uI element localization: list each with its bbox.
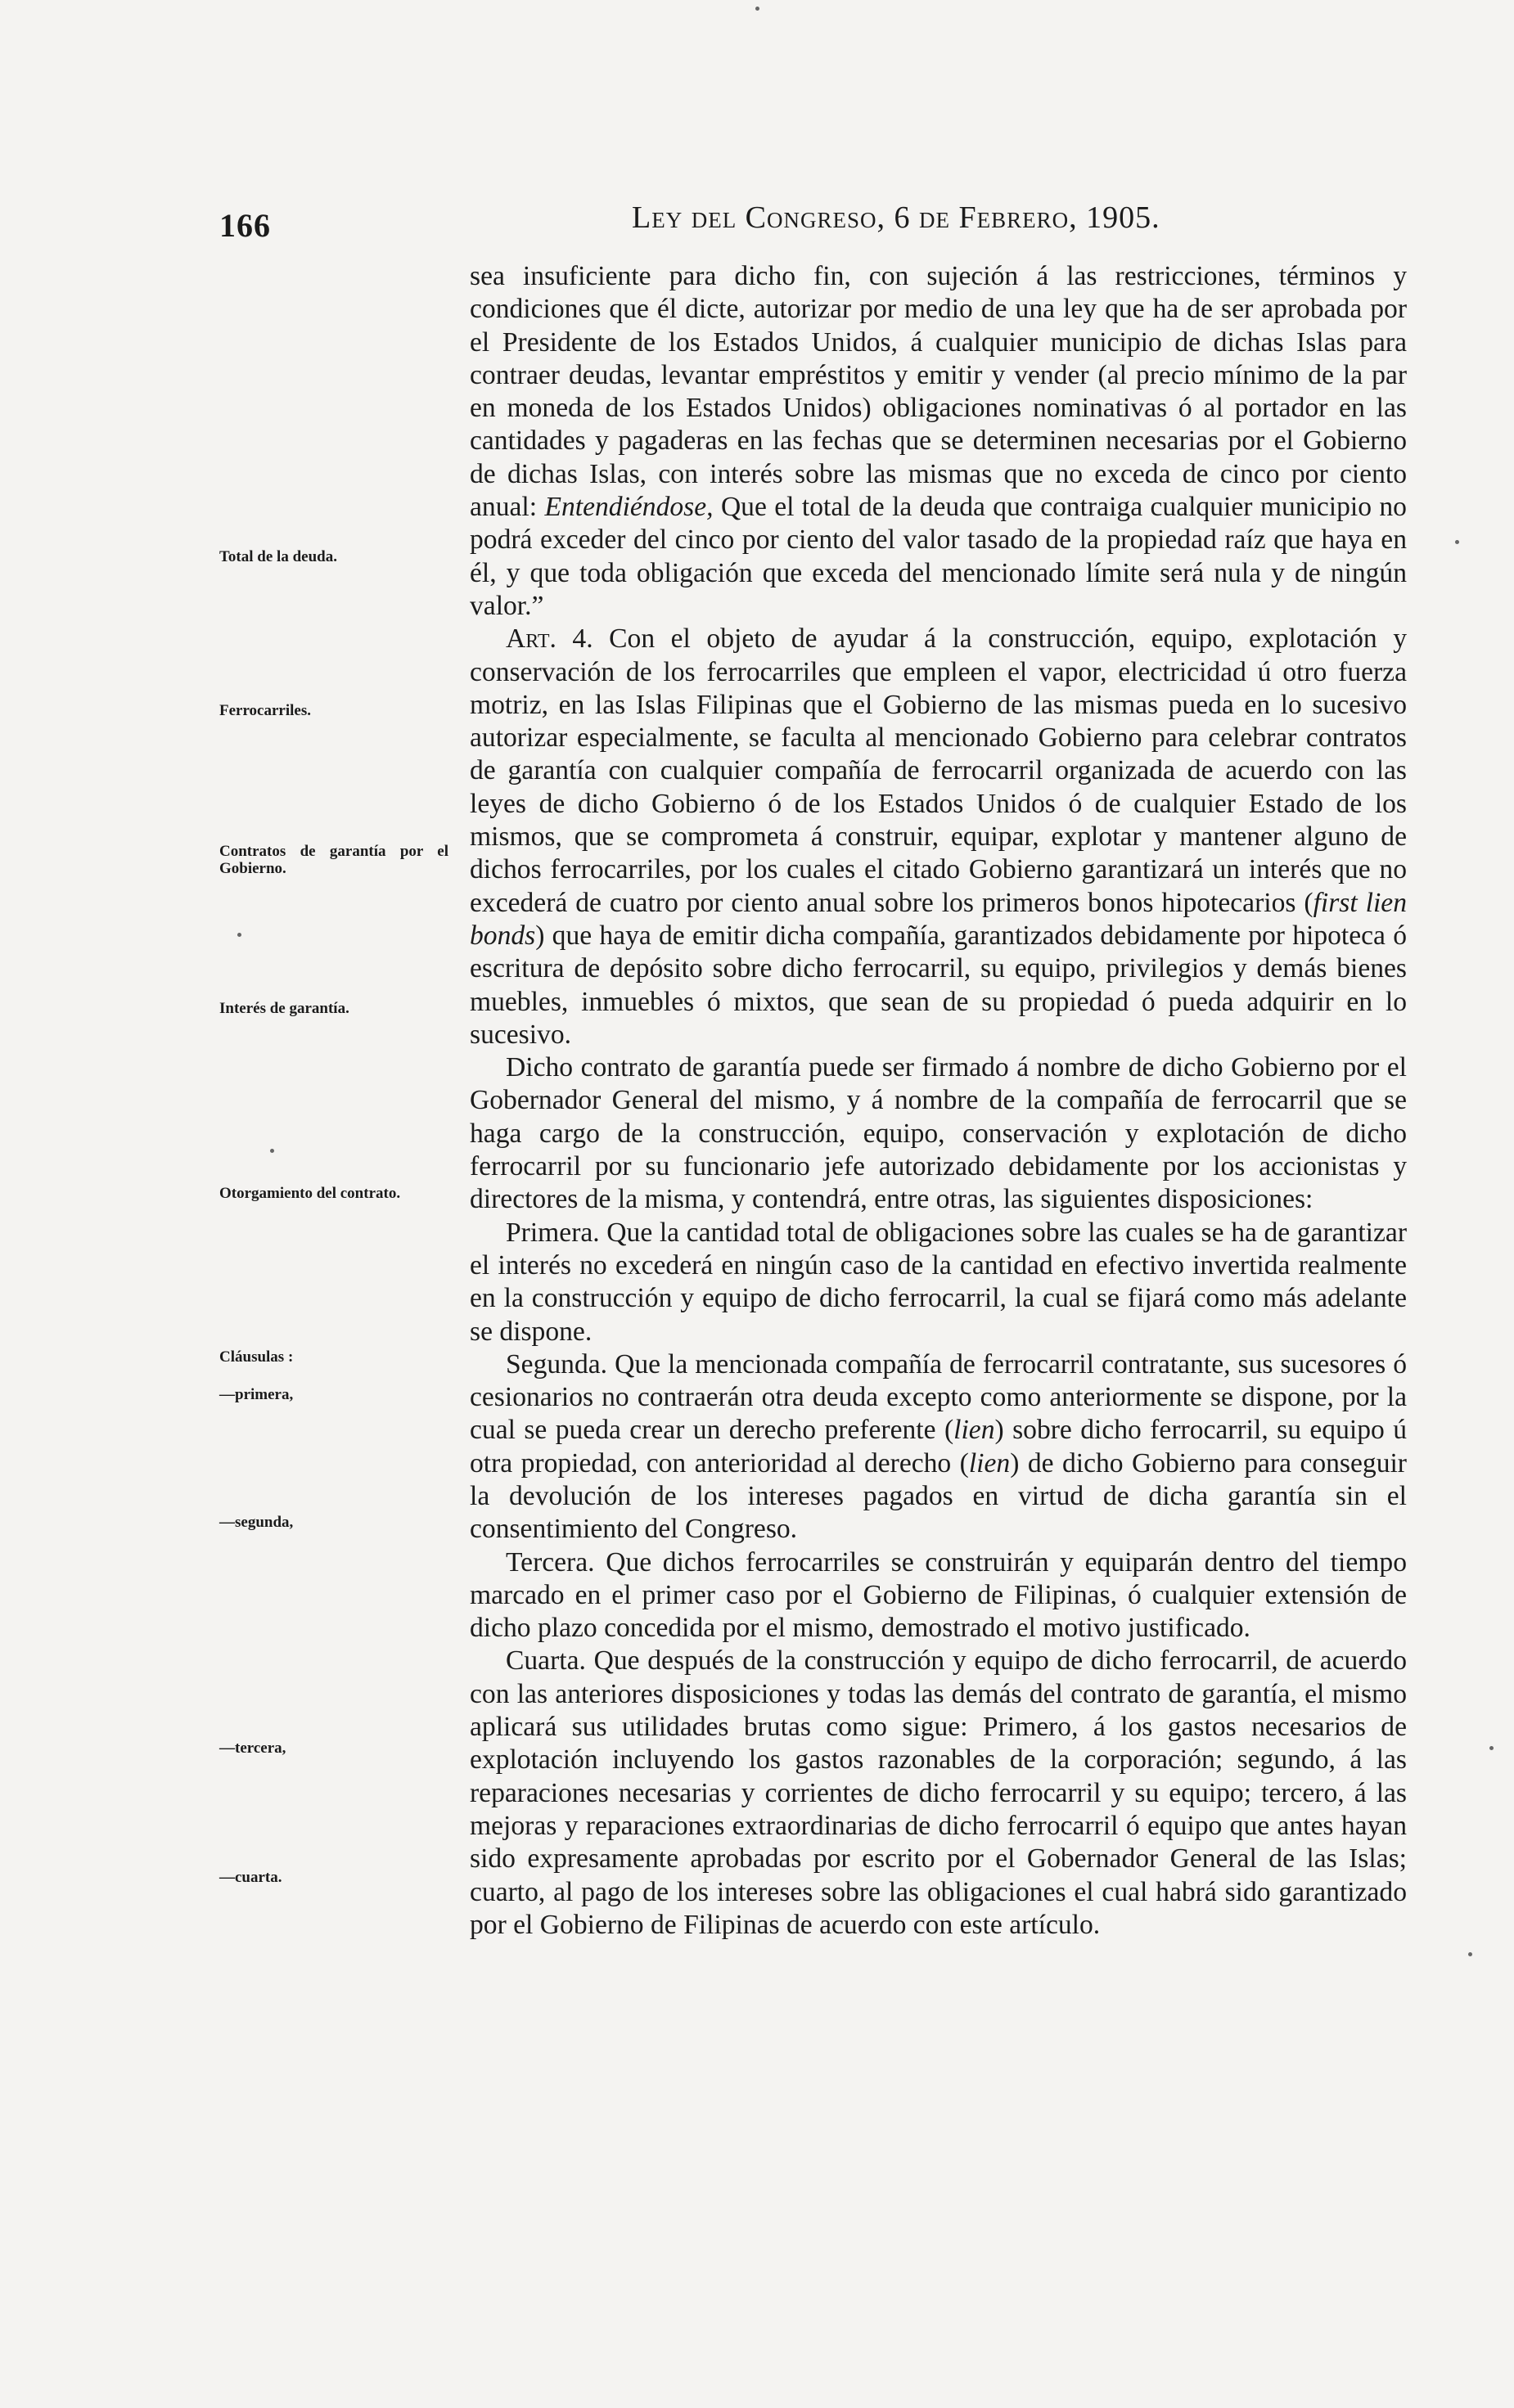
running-head: Ley del Congreso, 6 de Febrero, 1905.: [632, 200, 1160, 235]
scan-speck: [755, 7, 759, 11]
text-run: Con el objeto de ayudar á la construcción, equipo, explotación y conservación de los ferrocarriles que empleen el vapor, electricidad ú otro fuerza motriz, en las Islas Filipinas que el Gobierno de las mismas pueda en lo sucesivo autorizar especialmente, se faculta al mencionado Gobierno para celebrar contratos de garantía con cualquier compañía de ferrocarril organizada de acuerdo con las leyes de dicho Gobierno ó de los Estados Unidos ó de cualquier Estado de los mismos, que se comprometa á construir, equipar, explotar y mantener alguno de dichos ferrocarriles, por los cuales el citado Gobierno garantizará un interés que no excederá de cuatro por ciento anual sobre los primeros bonos hipotecarios (: [470, 623, 1407, 918]
paragraph-tercera: Tercera. Que dichos ferrocarriles se construirán y equiparán dentro del tiempo marcado en el primer caso por el Gobierno de Filipinas, ó cualquier extensión de dicho plazo concedida por el mismo, demostrado el motivo justificado.: [470, 1546, 1407, 1644]
page-number: 166: [219, 207, 271, 244]
margin-note-total-deuda: Total de la deuda.: [219, 548, 337, 565]
margin-note-segunda: —segunda,: [219, 1514, 294, 1531]
text-run: ) que haya de emitir dicha compañía, garantizados debidamente por hipoteca ó escritura de depósito sobre dicho ferrocarril, su equipo, privilegios y demás bienes muebles, inmuebles ó mixtos, que sean de su propiedad ó pueda adquirir en lo sucesivo.: [470, 920, 1407, 1050]
scan-speck: [237, 933, 241, 937]
scan-speck: [1455, 540, 1459, 544]
scan-speck: [1468, 1952, 1472, 1956]
italic-run: lien: [953, 1415, 995, 1446]
margin-note-contratos-garantia: Contratos de garantía por el Gobierno.: [219, 843, 448, 877]
paragraph-art-4: [470, 623, 1407, 1051]
text-run: sea insuficiente para dicho fin, con sujeción á las restricciones, términos y condiciones que él dicte, autorizar por medio de una ley que ha de ser aprobada por el Presidente de los Estados Unidos, á cualquier municipio de dichas Islas para contraer deudas, levantar empréstitos y emitir y vender (al precio mínimo de la par en moneda de los Estados Unidos) obligaciones nominativas ó al portador en las cantidades y pagaderas en las fechas que se determinen necesarias por el Gobierno de dichas Islas, con interés sobre las mismas que no exceda de cinco por ciento anual:: [470, 261, 1407, 523]
margin-note-cuarta: —cuarta.: [219, 1869, 282, 1886]
article-label: Art. 4.: [506, 623, 593, 655]
paragraph-continuation: [470, 260, 1407, 623]
paragraph-primera: Primera. Que la cantidad total de obligaciones sobre las cuales se ha de garantizar el interés no excederá en ningún caso de la cantidad en efectivo invertida realmente en la construcción y equipo de dicho ferrocarril, la cual se fijará como más adelante se dispone.: [470, 1217, 1407, 1347]
margin-note-primera: —primera,: [219, 1386, 294, 1403]
italic-run: first lien bonds: [470, 887, 1407, 951]
body-text: [470, 260, 1407, 1942]
paragraph-cuarta: Cuarta. Que después de la construcción y equipo de dicho ferrocarril, de acuerdo con las anteriores disposiciones y todas las demás del contrato de garantía, el mismo aplicará sus utilidades brutas como sigue: Primero, á los gastos necesarios de explotación incluyendo los gastos razonables de la corporación; segundo, á las reparaciones necesarias y corrientes de dicho ferrocarril y su equipo; tercero, á las mejoras y reparaciones extraordinarias de dicho ferrocarril ó equipo que antes hayan sido expresamente aprobadas por escrito por el Gobernador General de las Islas; cuarto, al pago de los intereses sobre las obligaciones el cual habrá sido garantizado por el Gobierno de Filipinas de acuerdo con este artículo.: [470, 1645, 1407, 1940]
margin-note-interes-garantia: Interés de garantía.: [219, 1000, 349, 1017]
margin-note-tercera: —tercera,: [219, 1740, 286, 1757]
text-run: ) sobre dicho ferrocarril, su equipo ú otra propiedad, con anterioridad al derecho (: [470, 1415, 1407, 1479]
text-run: Que el total de la deuda que contraiga cualquier municipio no podrá exceder del cinco por ciento del valor tasado de la propiedad raíz que haya en él, y que toda obligación que exceda del mencionado límite será nula y de ningún valor.”: [470, 492, 1407, 621]
scan-speck: [270, 1149, 274, 1153]
margin-note-otorgamiento: Otorgamiento del contrato.: [219, 1185, 401, 1202]
italic-run: Entendiéndose,: [544, 492, 714, 523]
margin-note-clausulas: Cláusulas :: [219, 1348, 294, 1366]
margin-note-ferrocarriles: Ferrocarriles.: [219, 702, 311, 719]
paragraph-otorgamiento: Dicho contrato de garantía puede ser firmado á nombre de dicho Gobierno por el Gobernador General del mismo, y á nombre de la compañía de ferrocarril que se haga cargo de la construcción, equipo, conservación y explotación de dicho ferrocarril por su funcionario jefe autorizado debidamente por los accionistas y directores de la misma, y contendrá, entre otras, las siguientes disposiciones:: [470, 1052, 1407, 1215]
scan-speck: [1489, 1746, 1494, 1750]
italic-run: lien: [968, 1447, 1011, 1479]
paragraph-segunda: [470, 1348, 1407, 1546]
text-run: ) de dicho Gobierno para conseguir la devolución de los intereses pagados en virtud de dicha garantía sin el consentimiento del Congreso.: [470, 1447, 1407, 1545]
text-run: Segunda. Que la mencionada compañía de ferrocarril contratante, sus sucesores ó cesionarios no contraerán otra deuda excepto como anteriormente se dispone, por la cual se pueda crear un derecho preferente (: [470, 1348, 1407, 1446]
